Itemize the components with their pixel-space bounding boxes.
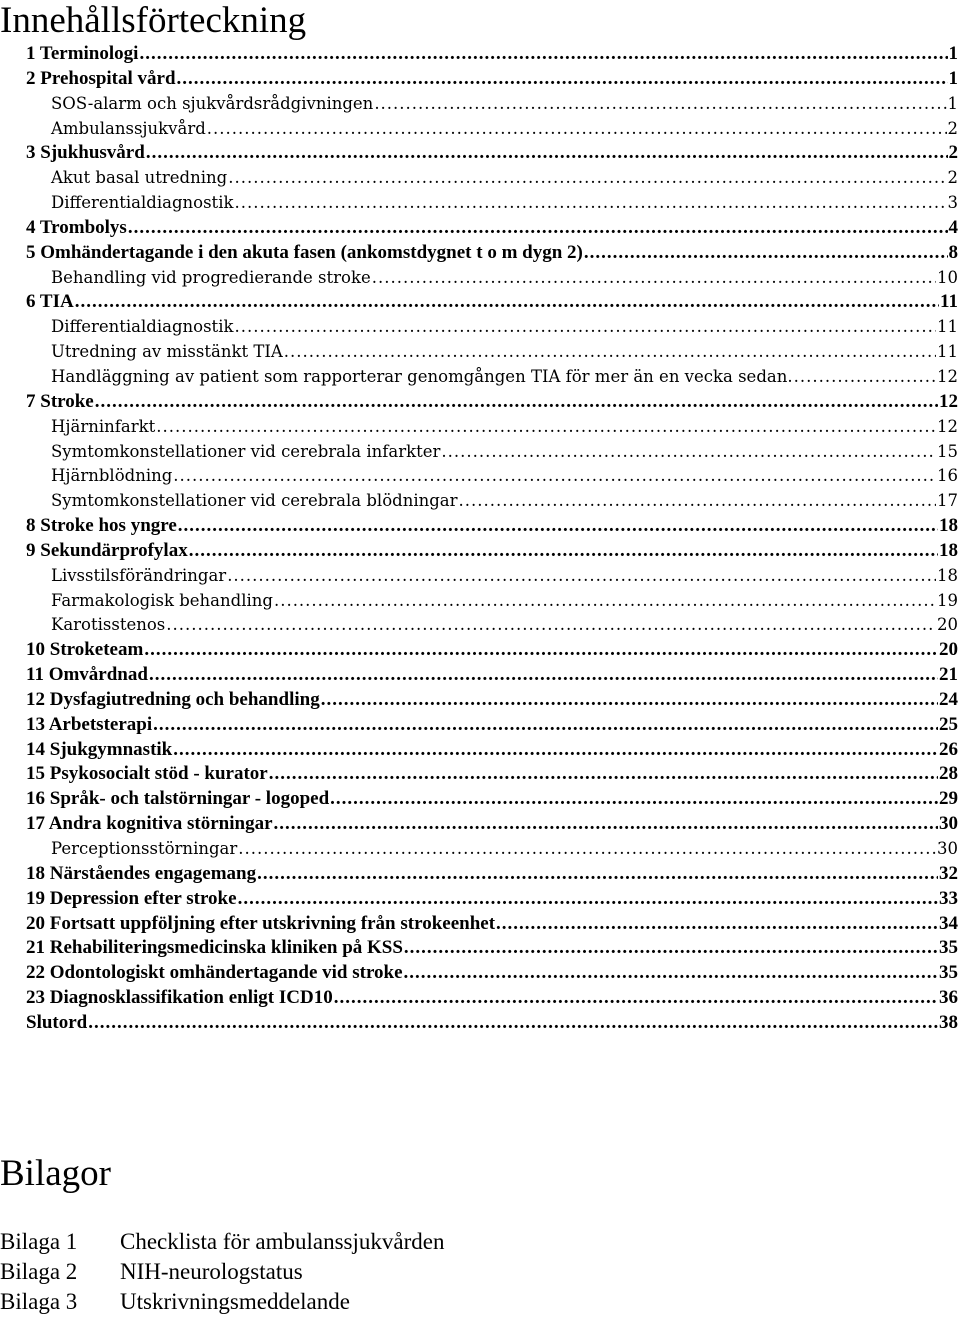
bilaga-label: Bilaga 2 [0,1259,78,1284]
toc-entry-title: 9 Sekundärprofylax [26,539,188,561]
toc-entry-title: 12 Dysfagiutredning och behandling [26,688,320,710]
bilaga-label: Bilaga 1 [0,1229,78,1254]
toc-subentry[interactable] [26,191,960,216]
toc-leader-dots [173,738,938,763]
toc-subentry[interactable] [26,365,960,390]
toc-entry[interactable] [26,663,960,688]
toc-subentry[interactable] [26,837,960,862]
toc-page-number: 2 [948,142,958,164]
toc-subentry[interactable] [26,266,960,291]
toc-entry-title: 16 Språk- och talstörningar - logoped [26,788,330,810]
toc-page-number: 20 [937,615,958,635]
toc-entry-title: 17 Andra kognitiva störningar [26,813,273,835]
toc-subentry[interactable] [26,589,960,614]
toc-leader-dots [228,166,946,191]
bilaga-description: Checklista för ambulanssjukvården [120,1229,445,1254]
toc-page-number: 35 [939,962,958,984]
toc-leader-dots [404,961,938,986]
toc-entry-title: Behandling vid progredierande stroke [51,267,371,287]
toc-page-number: 11 [937,342,958,362]
toc-entry-title: 4 Trombolys [26,216,127,238]
toc-entry-title: Ambulanssjukvård [51,118,206,138]
toc-page-number: 12 [939,390,958,412]
toc-leader-dots [274,589,936,614]
toc-entry[interactable] [26,539,960,564]
toc-page-number: 25 [939,713,958,735]
bilaga-description: Utskrivningsmeddelande [120,1289,350,1314]
toc-entry-title: 11 Omvårdnad [26,664,148,686]
toc-leader-dots [227,564,936,589]
toc-leader-dots [139,42,947,67]
toc-entry[interactable] [26,936,960,961]
toc-page-number: 36 [939,987,958,1009]
toc-page-number: 38 [939,1011,958,1033]
toc-page-number: 35 [939,937,958,959]
toc-entry-title: Symtomkonstellationer vid cerebrala blödningar [51,491,458,511]
toc-leader-dots [238,837,936,862]
toc-entry[interactable] [26,713,960,738]
toc-page-number: 16 [937,466,958,486]
toc-subentry[interactable] [26,440,960,465]
toc-leader-dots [153,713,938,738]
toc-page-number: 24 [939,688,958,710]
toc-page-number: 29 [939,788,958,810]
toc-entry[interactable] [26,216,960,241]
toc-leader-dots [75,290,939,315]
toc-leader-dots [372,266,936,291]
toc-entry-title: 10 Stroketeam [26,639,144,661]
toc-entry-title: 13 Arbetsterapi [26,713,153,735]
toc-page-number: 30 [939,813,958,835]
toc-entry[interactable] [26,290,960,315]
toc-leader-dots [794,365,936,390]
toc-entry-title: 19 Depression efter stroke [26,887,237,909]
toc-entry-title: Differentialdiagnostik [51,193,234,213]
toc-leader-dots [207,117,947,142]
toc-page-number: 11 [940,291,958,313]
toc-leader-dots [404,936,938,961]
toc-entry-title: 15 Psykosocialt stöd - kurator [26,763,268,785]
toc-leader-dots [441,440,936,465]
toc-page-number: 26 [939,738,958,760]
toc-page-number: 17 [937,491,958,511]
toc-subentry[interactable] [26,117,960,142]
toc-leader-dots [584,241,948,266]
toc-entry[interactable] [26,638,960,663]
toc-page-number: 19 [937,590,958,610]
toc-leader-dots [269,762,938,787]
toc-entry-title: 7 Stroke [26,390,94,412]
toc-entry[interactable] [26,390,960,415]
bilaga-label: Bilaga 3 [0,1289,78,1314]
toc-page-number: 20 [939,639,958,661]
toc-leader-dots [144,638,938,663]
toc-entry[interactable] [26,862,960,887]
toc-entry[interactable] [26,241,960,266]
toc-entry-title: 3 Sjukhusvård [26,142,145,164]
bilaga-item [0,1227,700,1257]
toc-page-number: 2 [947,118,958,138]
toc-entry-title: 6 TIA [26,291,74,313]
toc-leader-dots [238,887,938,912]
toc-entry[interactable] [26,812,960,837]
toc-page-number: 18 [939,515,958,537]
toc-entry[interactable] [26,787,960,812]
toc-entry-title: 2 Prehospital vård [26,67,176,89]
toc-leader-dots [234,191,946,216]
toc-leader-dots [177,67,948,92]
toc-page-number: 10 [937,267,958,287]
toc-page-number: 12 [937,416,958,436]
toc-page-number: 28 [939,763,958,785]
toc-entry[interactable] [26,961,960,986]
toc-entry-title: 21 Rehabiliteringsmedicinska kliniken på KSS [26,937,403,959]
toc-entry[interactable] [26,141,960,166]
toc-page-number: 18 [937,565,958,585]
toc-leader-dots [496,912,938,937]
toc-subentry[interactable] [26,92,960,117]
toc-entry-title: SOS-alarm och sjukvårdsrådgivningen [51,93,374,113]
toc-subentry[interactable] [26,415,960,440]
toc-page-number: 1 [947,93,958,113]
toc-page-number: 3 [947,193,958,213]
bilaga-item [0,1287,700,1317]
toc-subentry[interactable] [26,340,960,365]
toc-subentry[interactable] [26,489,960,514]
toc-leader-dots [284,340,936,365]
toc-title: Innehållsförteckning [0,0,307,41]
toc-page-number: 18 [939,539,958,561]
toc-entry[interactable] [26,912,960,937]
toc-entry[interactable] [26,762,960,787]
toc-entry[interactable] [26,42,960,67]
toc-entry-title: Farmakologisk behandling [51,590,273,610]
toc-entry[interactable] [26,514,960,539]
bilaga-list [0,1227,700,1317]
toc-page-number: 11 [937,317,958,337]
toc-leader-dots [330,787,938,812]
toc-entry-title: Handläggning av patient som rapporterar genomgången TIA för mer än en vecka sedan. [51,366,793,386]
toc-entry[interactable] [26,1011,960,1036]
toc-page-number: 30 [937,839,958,858]
toc-page-number: 32 [939,862,958,884]
toc-leader-dots [459,489,936,514]
toc-leader-dots [173,464,936,489]
toc-subentry[interactable] [26,166,960,191]
toc-entry-title: Perceptionsstörningar [51,839,238,858]
toc-page-number: 8 [948,241,958,263]
toc-entry-title: Symtomkonstellationer vid cerebrala infarkter [51,441,441,461]
toc-leader-dots [234,315,936,340]
toc-leader-dots [88,1011,938,1036]
toc-entry[interactable] [26,887,960,912]
toc-subentry[interactable] [26,315,960,340]
toc-entry-title: Hjärninfarkt [51,416,156,436]
toc-entry[interactable] [26,738,960,763]
toc-page-number: 4 [948,216,958,238]
toc-entry-title: 18 Närståendes engagemang [26,862,257,884]
toc-entry-title: Karotisstenos [51,615,166,635]
toc-leader-dots [166,613,936,638]
toc-leader-dots [178,514,938,539]
toc-entry-title: 23 Diagnosklassifikation enligt ICD10 [26,987,333,1009]
toc-leader-dots [189,539,938,564]
toc-page-number: 1 [948,43,958,64]
toc-entry-title: Hjärnblödning [51,466,173,486]
toc-entry-title: Differentialdiagnostik [51,317,234,337]
toc-entry[interactable] [26,986,960,1011]
toc-page-number: 21 [939,664,958,686]
toc-entry-title: 20 Fortsatt uppföljning efter utskrivning från strokeenhet [26,912,496,934]
bilaga-description: NIH-neurologstatus [120,1259,303,1284]
toc-entry-title: 8 Stroke hos yngre [26,515,177,537]
toc-subentry[interactable] [26,613,960,638]
toc-list [26,42,960,1036]
toc-subentry[interactable] [26,464,960,489]
toc-leader-dots [156,415,936,440]
toc-leader-dots [146,141,948,166]
toc-leader-dots [257,862,938,887]
toc-page-number: 15 [937,441,958,461]
toc-entry[interactable] [26,67,960,92]
toc-leader-dots [128,216,948,241]
toc-entry-title: Akut basal utredning [51,168,228,188]
toc-leader-dots [274,812,938,837]
toc-entry-title: Livsstilsförändringar [51,565,227,585]
toc-entry-title: 5 Omhändertagande i den akuta fasen (ankomstdygnet t o m dygn 2) [26,241,583,263]
bilaga-item [0,1257,700,1287]
toc-subentry[interactable] [26,564,960,589]
toc-leader-dots [334,986,938,1011]
toc-page-number: 34 [939,912,958,934]
toc-page-number: 1 [948,67,958,89]
toc-leader-dots [374,92,946,117]
toc-entry-title: Slutord [26,1011,88,1033]
toc-entry-title: 1 Terminologi [26,43,139,64]
toc-leader-dots [321,688,938,713]
bilagor-title: Bilagor [0,1153,111,1194]
toc-entry-title: 14 Sjukgymnastik [26,738,173,760]
toc-leader-dots [149,663,938,688]
toc-leader-dots [95,390,938,415]
toc-page-number: 33 [939,887,958,909]
toc-page-number: 2 [947,168,958,188]
toc-entry[interactable] [26,688,960,713]
toc-entry-title: Utredning av misstänkt TIA [51,342,283,362]
toc-entry-title: 22 Odontologiskt omhändertagande vid stroke [26,962,403,984]
toc-page-number: 12 [937,366,958,386]
